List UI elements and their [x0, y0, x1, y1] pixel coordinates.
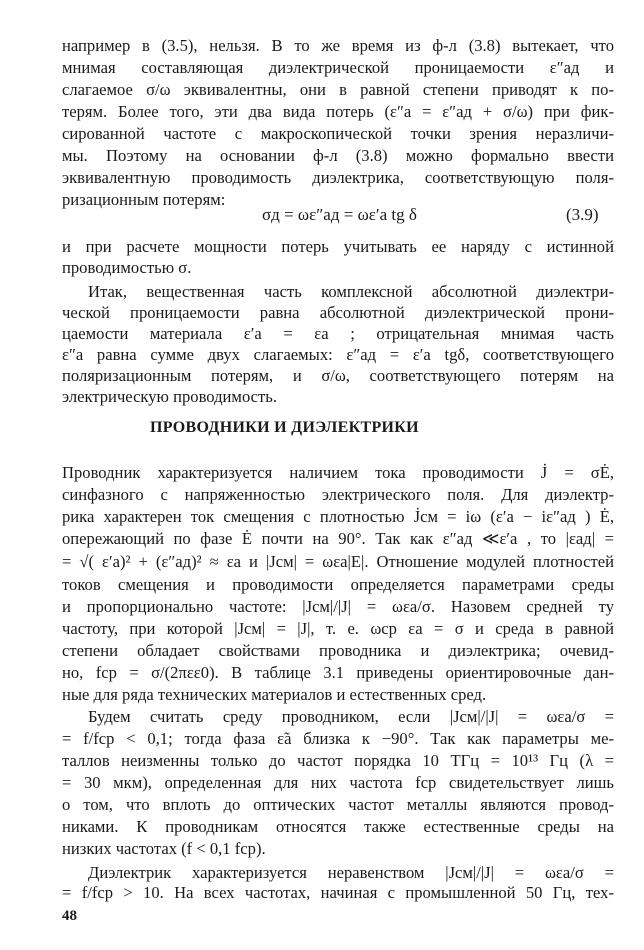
page-number: 48	[62, 908, 77, 924]
text-line: Будем считать среду проводником, если |Jсм|/|J| = ωεa/σ =	[88, 707, 614, 726]
text-line: мнимая составляющая диэлектрической проницаемости ε″ад и	[62, 58, 614, 77]
section-heading: ПРОВОДНИКИ И ДИЭЛЕКТРИКИ	[150, 419, 419, 436]
text-line: таллов неизменны только до частот порядка 10 ТГц = 10¹³ Гц (λ =	[62, 751, 614, 770]
text-line: и при расчете мощности потерь учитывать ее наряду с истинной	[62, 237, 614, 256]
text-line: поляризационным потерям, и σ/ω, соответствующего потерям на	[62, 366, 614, 385]
text-line: никами. К проводникам относятся также естественные среды на	[62, 817, 614, 836]
text-line: слагаемое σ/ω эквивалентны, они в равной степени приводят к по-	[62, 80, 614, 99]
equation-number: (3.9)	[566, 205, 599, 224]
text-line: мы. Поэтому на основании ф-л (3.8) можно формально ввести	[62, 146, 614, 165]
text-line: например в (3.5), нельзя. В то же время из ф-л (3.8) вытекает, что	[62, 36, 614, 55]
text-line: рика характерен ток смещения с плотностью J̇см = iω (ε′a − iε″ад ) Ė,	[62, 507, 614, 526]
text-line: = f/fср > 10. На всех частотах, начиная с промышленной 50 Гц, тех-	[62, 883, 614, 902]
text-line: проводимостью σ.	[62, 258, 192, 277]
text-line: Проводник характеризуется наличием тока проводимости J̇ = σĖ,	[62, 463, 614, 482]
text-line: электрическую проводимость.	[62, 387, 277, 406]
text-line: но, fср = σ/(2πεε0). В таблице 3.1 приведены ориентировочные дан-	[62, 663, 614, 682]
text-line: Итак, вещественная часть комплексной абсолютной диэлектри-	[88, 282, 614, 301]
text-line: эквивалентную проводимость диэлектрика, соответствующую поля-	[62, 168, 614, 187]
equation-3-9: σд = ωε″ад = ωε′a tg δ	[262, 205, 417, 224]
text-line: низких частотах (f < 0,1 fср).	[62, 839, 266, 858]
text-line: степени обладает свойствами проводника и диэлектрика; очевид-	[62, 641, 614, 660]
text-line: ризационным потерям:	[62, 190, 226, 209]
text-line: ческой проницаемости равна абсолютной диэлектрической прони-	[62, 303, 614, 322]
text-line: опережающий по фазе Ė почти на 90°. Так как ε″ад ≪ε′a , то |εад| =	[62, 529, 614, 548]
text-line: Диэлектрик характеризуется неравенством |Jсм|/|J| = ωεa/σ =	[88, 863, 614, 882]
text-line: токов смещения и проводимости определяется параметрами среды	[62, 575, 614, 594]
text-line: о том, что вплоть до оптических частот металлы являются провод-	[62, 795, 614, 814]
text-line: = √( ε′a)² + (ε″ад)² ≈ εa и |Jсм| = ωεa|E|. Отношение модулей плотностей	[62, 552, 614, 571]
text-line: ные для ряда технических материалов и естественных сред.	[62, 685, 487, 704]
text-line: = f/fср < 0,1; тогда фаза ε̃a близка к −90°. Так как параметры ме-	[62, 729, 614, 748]
text-line: ε″a равна сумме двух слагаемых: ε″ад = ε′a tgδ, соответствующего	[62, 345, 614, 364]
text-line: частоту, при которой |Jсм| = |J|, т. е. ωср εa = σ и среда в равной	[62, 619, 614, 638]
text-line: и пропорционально частоте: |Jсм|/|J| = ωεa/σ. Назовем средней ту	[62, 597, 614, 616]
text-line: синфазного с напряженностью электрического поля. Для диэлектр-	[62, 485, 614, 504]
text-line: цаемости материала ε′a = εa ; отрицательная мнимая часть	[62, 324, 614, 343]
text-line: = 30 мкм), определенная для них частота fср свидетельствует лишь	[62, 773, 614, 792]
text-line: сированной частоте с макроскопической точки зрения неразличи-	[62, 124, 614, 143]
text-line: терям. Более того, эти два вида потерь (ε″a = ε″ад + σ/ω) при фик-	[62, 102, 614, 121]
